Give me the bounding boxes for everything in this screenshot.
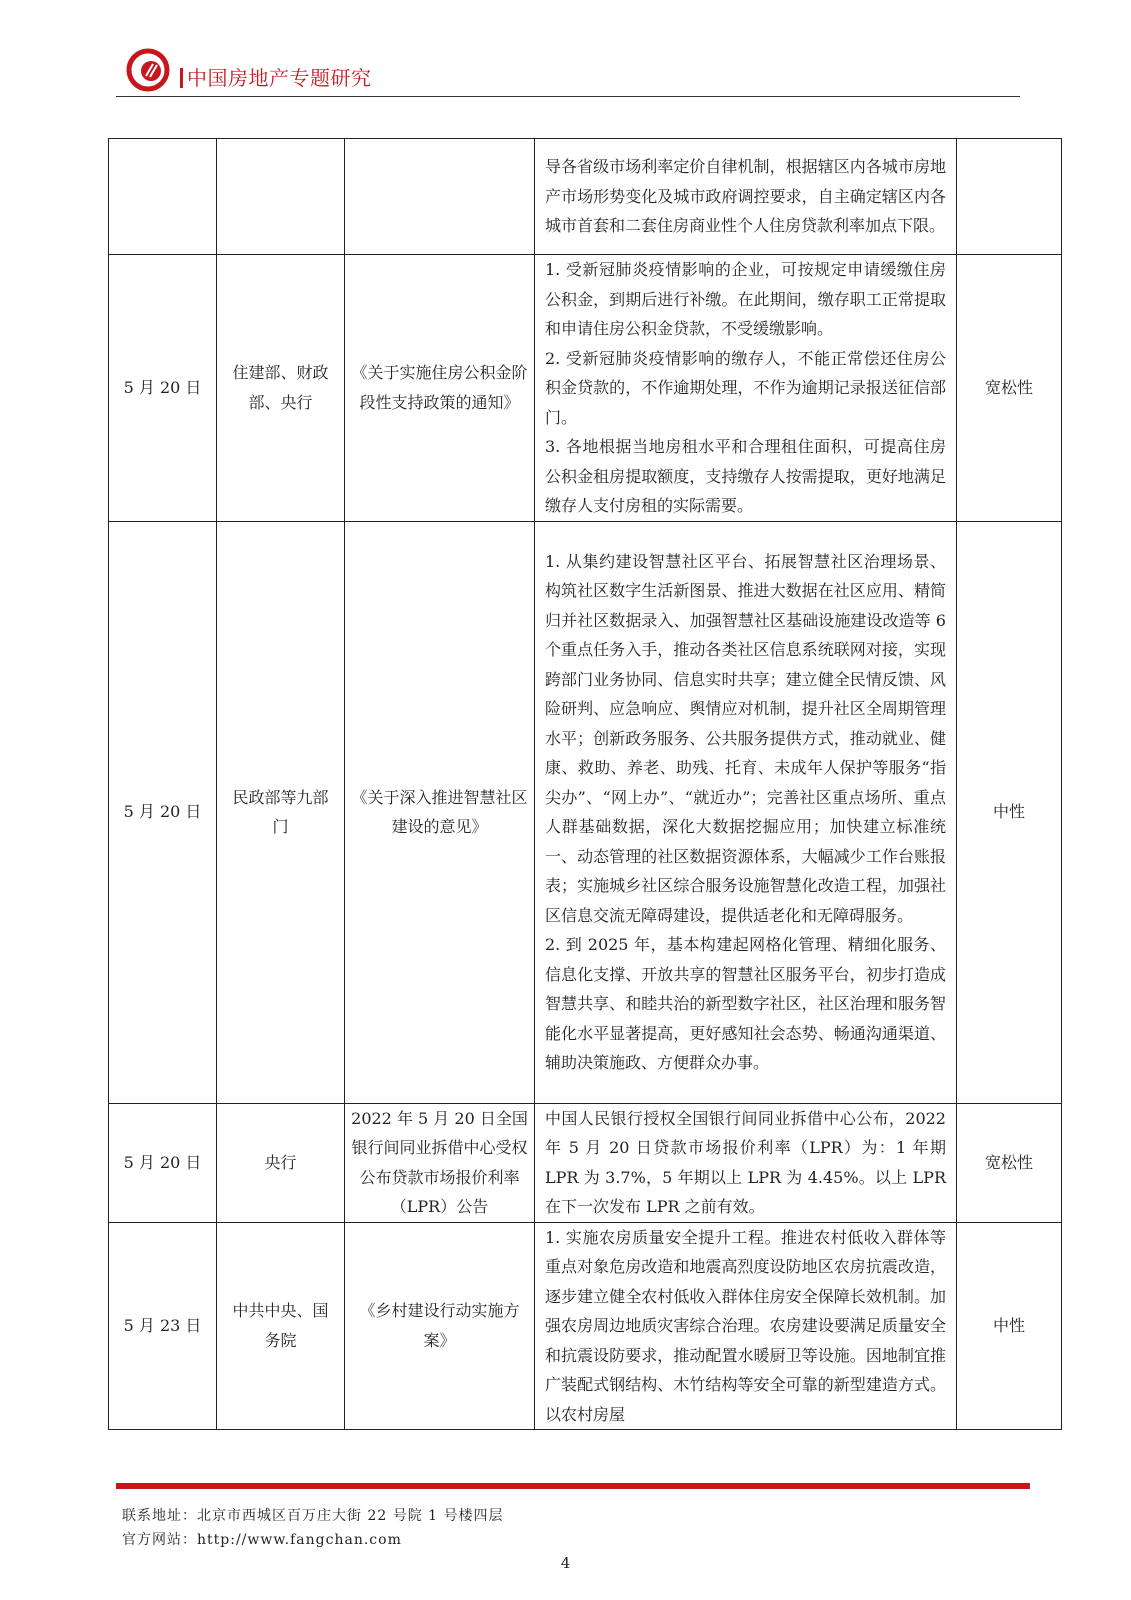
cell-date: 5 月 20 日 bbox=[109, 255, 217, 522]
cell-department: 中共中央、国务院 bbox=[217, 1222, 345, 1430]
content-paragraph: 2. 到 2025 年，基本构建起网格化管理、精细化服务、信息化支撑、开放共享的智慧社区服务平台，初步打造成智慧共享、和睦共治的新型数字社区，社区治理和服务智能化水平显著提高，更好感知社会态势、畅通沟通渠道、辅助决策施政、方便群众办事。 bbox=[545, 935, 946, 1072]
content-paragraph: 1. 从集约建设智慧社区平台、拓展智慧社区治理场景、构筑社区数字生活新图景、推进大数据在社区应用、精简归并社区数据录入、加强智慧社区基础设施建设改造等 6 个重点任务入手，推动各类社区信息系统联网对接，实现跨部门业务协同、信息实时共享；建立健全民情反馈、风险研判、应急响应、舆情应对机制，提升社区全周期管理水平；创新政务服务、公共服务提供方式，推动就业、健康、救助、养老、助残、托育、未成年人保护等服务“指尖办”、“网上办”、“就近办”；完善社区重点场所、重点人群基础数据，深化大数据挖掘应用；加快建立标准统一、动态管理的社区数据资源体系，大幅减少工作台账报表；实施城乡社区综合服务设施智慧化改造工程，加强社区信息交流无障碍建设，提供适老化和无障碍服务。 bbox=[545, 551, 946, 925]
cell-date: 5 月 20 日 bbox=[109, 521, 217, 1103]
cell-policy-nature: 宽松性 bbox=[957, 1103, 1062, 1222]
cell-department: 住建部、财政部、央行 bbox=[217, 255, 345, 522]
footer-divider bbox=[116, 1483, 1030, 1489]
table-row bbox=[109, 139, 1062, 255]
policy-table bbox=[108, 138, 1062, 1430]
cell-content bbox=[535, 1103, 957, 1222]
cell-content bbox=[535, 255, 957, 522]
cell-content bbox=[535, 139, 957, 255]
cell-content bbox=[535, 521, 957, 1103]
cell-policy-title: 2022 年 5 月 20 日全国银行间同业拆借中心受权公布贷款市场报价利率（LPR）公告 bbox=[345, 1103, 535, 1222]
cell-content bbox=[535, 1222, 957, 1430]
page-number: 4 bbox=[560, 1554, 571, 1572]
official-website: 官方网站：http://www.fangchan.com bbox=[122, 1532, 402, 1548]
cell-policy-nature: 中性 bbox=[957, 1222, 1062, 1430]
table-row bbox=[109, 521, 1062, 1103]
cell-policy-title: 《关于深入推进智慧社区建设的意见》 bbox=[345, 521, 535, 1103]
contact-address: 联系地址：北京市西城区百万庄大街 22 号院 1 号楼四层 bbox=[122, 1508, 504, 1524]
cell-policy-title: 《乡村建设行动实施方案》 bbox=[345, 1222, 535, 1430]
content-paragraph: 2. 受新冠肺炎疫情影响的缴存人，不能正常偿还住房公积金贷款的，不作逾期处理，不作为逾期记录报送征信部门。 bbox=[545, 348, 946, 427]
cell-department bbox=[217, 139, 345, 255]
table-row bbox=[109, 255, 1062, 522]
brand-title: 中国房地产专题研究 bbox=[180, 62, 372, 91]
header-divider bbox=[116, 96, 1020, 97]
page-header bbox=[116, 44, 1020, 98]
table-row bbox=[109, 1222, 1062, 1430]
contact-info bbox=[122, 1504, 504, 1552]
content-paragraph: 1. 实施农房质量安全提升工程。推进农村低收入群体等重点对象危房改造和地震高烈度设防地区农房抗震改造，逐步建立健全农村低收入群体住房安全保障长效机制。加强农房周边地质灾害综合治理。农房建设要满足质量安全和抗震设防要求，推动配置水暖厨卫等设施。因地制宜推广装配式钢结构、木竹结构等安全可靠的新型建造方式。以农村房屋 bbox=[545, 1227, 946, 1424]
cell-policy-title bbox=[345, 139, 535, 255]
content-paragraph: 1. 受新冠肺炎疫情影响的企业，可按规定申请缓缴住房公积金，到期后进行补缴。在此期间，缴存职工正常提取和申请住房公积金贷款，不受缓缴影响。 bbox=[545, 260, 946, 338]
cell-date bbox=[109, 139, 217, 255]
content-paragraph: 导各省级市场利率定价自律机制，根据辖区内各城市房地产市场形势变化及城市政府调控要求，自主确定辖区内各城市首套和二套住房商业性个人住房贷款利率加点下限。 bbox=[545, 157, 946, 236]
cell-policy-nature: 宽松性 bbox=[957, 255, 1062, 522]
cell-policy-title: 《关于实施住房公积金阶段性支持政策的通知》 bbox=[345, 255, 535, 522]
cell-policy-nature bbox=[957, 139, 1062, 255]
content-paragraph: 中国人民银行授权全国银行间同业拆借中心公布，2022 年 5 月 20 日贷款市场报价利率（LPR）为：1 年期 LPR 为 3.7%，5 年期以上 LPR 为 4.45%。以上 LPR 在下一次发布 LPR 之前有效。 bbox=[545, 1108, 946, 1216]
table-row bbox=[109, 1103, 1062, 1222]
cell-department: 央行 bbox=[217, 1103, 345, 1222]
content-paragraph: 3. 各地根据当地房租水平和合理租住面积，可提高住房公积金租房提取额度，支持缴存人按需提取，更好地满足缴存人支付房租的实际需要。 bbox=[545, 437, 946, 515]
company-logo-icon bbox=[126, 48, 170, 92]
cell-department: 民政部等九部门 bbox=[217, 521, 345, 1103]
cell-date: 5 月 20 日 bbox=[109, 1103, 217, 1222]
cell-date: 5 月 23 日 bbox=[109, 1222, 217, 1430]
cell-policy-nature: 中性 bbox=[957, 521, 1062, 1103]
